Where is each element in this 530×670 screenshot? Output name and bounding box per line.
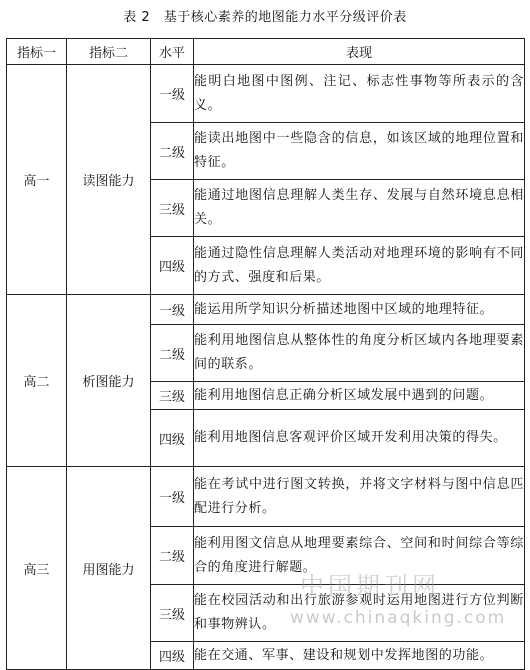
desc-cell: 能利用地图信息客观评价区域开发利用决策的得失。 [194,410,525,467]
desc-cell: 能利用图文信息从地理要素综合、空间和时间综合等综合的角度进行解题。 [194,527,525,585]
level-cell: 三级 [151,382,194,410]
desc-cell: 能明白地图中图例、注记、标志性事物等所表示的含义。 [194,65,525,123]
level-cell: 四级 [151,237,194,295]
table-caption: 表 2 基于核心素养的地图能力水平分级评价表 [123,10,407,25]
level-cell: 二级 [151,325,194,382]
desc-cell: 能读出地图中一些隐含的信息，如该区域的地理位置和特征。 [194,123,525,180]
desc-cell: 能通过隐性信息理解人类活动对地理环境的影响有不同的方式、强度和后果。 [194,237,525,295]
level-cell: 二级 [151,123,194,180]
watermark-text: 中国期刊网 [300,572,440,600]
level-cell: 四级 [151,642,194,670]
header-level: 水平 [151,39,194,65]
header-performance: 表现 [194,39,525,65]
table-row [7,467,525,527]
desc-cell: 能在交通、军事、建设和规划中发挥地图的功能。 [194,642,525,670]
level-cell: 一级 [151,65,194,123]
grade-cell: 高二 [7,295,67,467]
evaluation-table [6,38,525,670]
header-row [7,39,525,65]
desc-cell: 能利用地图信息正确分析区域发展中遇到的问题。 [194,382,525,410]
ability-cell: 析图能力 [67,295,151,467]
desc-cell: 能运用所学知识分析描述地图中区域的地理特征。 [194,295,525,325]
desc-cell: 能在考试中进行图文转换，并将文字材料与图中信息匹配进行分析。 [194,467,525,527]
level-cell: 三级 [151,585,194,642]
level-cell: 一级 [151,467,194,527]
watermark-url: www.chinaqking.com [290,608,507,628]
grade-cell: 高三 [7,467,67,670]
header-indicator-1: 指标一 [7,39,67,65]
ability-cell: 读图能力 [67,65,151,295]
level-cell: 三级 [151,180,194,237]
grade-cell: 高一 [7,65,67,295]
level-cell: 四级 [151,410,194,467]
table-row [7,65,525,123]
desc-cell: 能通过地图信息理解人类生存、发展与自然环境息息相关。 [194,180,525,237]
ability-cell: 用图能力 [67,467,151,670]
desc-cell: 能利用地图信息从整体性的角度分析区域内各地理要素间的联系。 [194,325,525,382]
table-row [7,295,525,325]
level-cell: 二级 [151,527,194,585]
desc-cell: 能在校园活动和出行旅游参观时运用地图进行方位判断和事物辨认。 [194,585,525,642]
level-cell: 一级 [151,295,194,325]
header-indicator-2: 指标二 [67,39,151,65]
